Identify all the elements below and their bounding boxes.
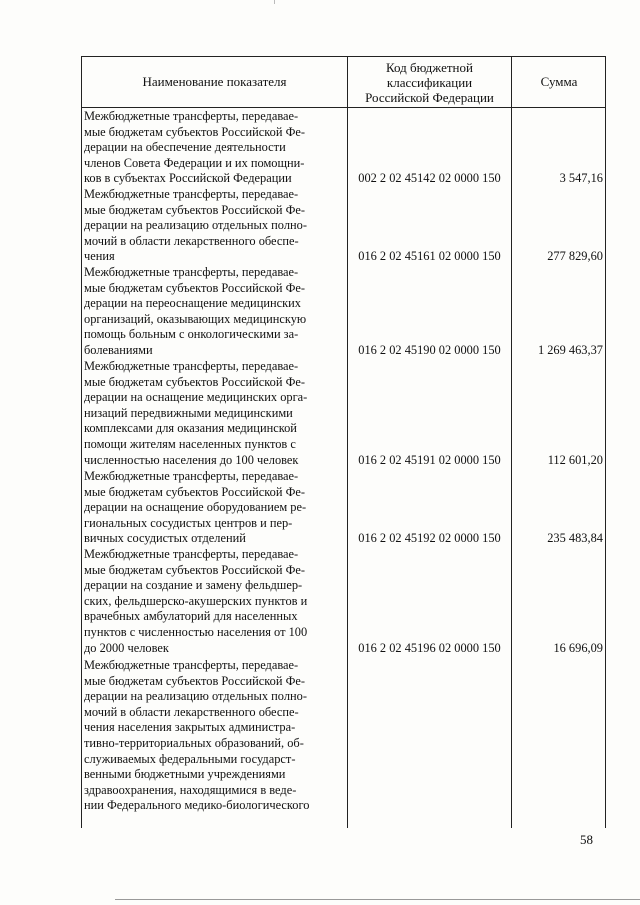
row-name: Межбюджетные трансферты, передавае- мые бюджетам субъектов Российской Фе- дерации на обеспечение деятельности членов Совета Федерации и их помощни- ков в субъектах Российской Федерации	[84, 109, 305, 186]
row-sum: 1 269 463,37	[537, 343, 603, 358]
budget-table	[81, 56, 606, 828]
header-divider	[82, 107, 605, 108]
column-header-code	[348, 57, 511, 107]
row-name: Межбюджетные трансферты, передавае- мые бюджетам субъектов Российской Фе- дерации на создание и замену фельдшер- ских, фельдшерско-акушерских пунктов и врачебных амбулаторий для населенных пунктов с численностью населения от 100 до 2000 человек	[84, 547, 308, 655]
page-number: 58	[580, 832, 593, 847]
row-name: Межбюджетные трансферты, передавае- мые бюджетам субъектов Российской Фе- дерации на оснащение оборудованием ре- гиональных сосудистых центров и пер- вичных сосудистых отделений	[84, 469, 307, 546]
row-code: 016 2 02 45192 02 0000 150	[358, 531, 501, 546]
footer-rule	[115, 899, 640, 900]
column-header-code-line: классификации	[386, 74, 473, 90]
table-row	[82, 469, 605, 547]
table-row	[82, 265, 605, 359]
row-code: 016 2 02 45190 02 0000 150	[358, 343, 501, 358]
row-sum: 112 601,20	[547, 453, 603, 468]
column-header-name: Наименование показателя	[142, 74, 287, 89]
row-sum: 3 547,16	[559, 171, 603, 186]
scan-mark	[274, 0, 275, 4]
row-code: 016 2 02 45196 02 0000 150	[358, 641, 501, 656]
table-row	[82, 547, 605, 657]
table-row	[82, 658, 605, 828]
row-sum: 235 483,84	[547, 531, 603, 546]
row-name: Межбюджетные трансферты, передавае- мые бюджетам субъектов Российской Фе- дерации на переоснащение медицинских организаций, оказывающих медицинскую помощь больным с онкологическими за- болеваниями	[84, 265, 307, 357]
row-name: Межбюджетные трансферты, передавае- мые бюджетам субъектов Российской Фе- дерации на реализацию отдельных полно- мочий в области лекарственного обеспе- чения населения закрытых администра- тивно-территориальных образований, об- служиваемых федеральными государст- венными бюджетными учреждениями здравоохранения, находящимися в веде- нии Федерального медико-биологического	[84, 658, 310, 813]
column-header-code-line: Код бюджетной	[386, 59, 473, 75]
table-row	[82, 109, 605, 187]
column-header-code-line: Российской Федерации	[365, 89, 494, 105]
row-code: 016 2 02 45191 02 0000 150	[358, 453, 501, 468]
row-code: 002 2 02 45142 02 0000 150	[358, 171, 501, 186]
row-name: Межбюджетные трансферты, передавае- мые бюджетам субъектов Российской Фе- дерации на оснащение медицинских орга- низаций передвижными медицинскими комплексами для оказания медицинской помощи жителям населенных пунктов с численностью населения до 100 человек	[84, 359, 308, 467]
table-row	[82, 187, 605, 265]
column-header-sum: Сумма	[540, 74, 578, 89]
row-sum: 277 829,60	[547, 249, 603, 264]
table-row	[82, 359, 605, 469]
row-name: Межбюджетные трансферты, передавае- мые бюджетам субъектов Российской Фе- дерации на реализацию отдельных полно- мочий в области лекарственного обеспе- чения	[84, 187, 307, 264]
row-code: 016 2 02 45161 02 0000 150	[358, 249, 501, 264]
row-sum: 16 696,09	[553, 641, 603, 656]
